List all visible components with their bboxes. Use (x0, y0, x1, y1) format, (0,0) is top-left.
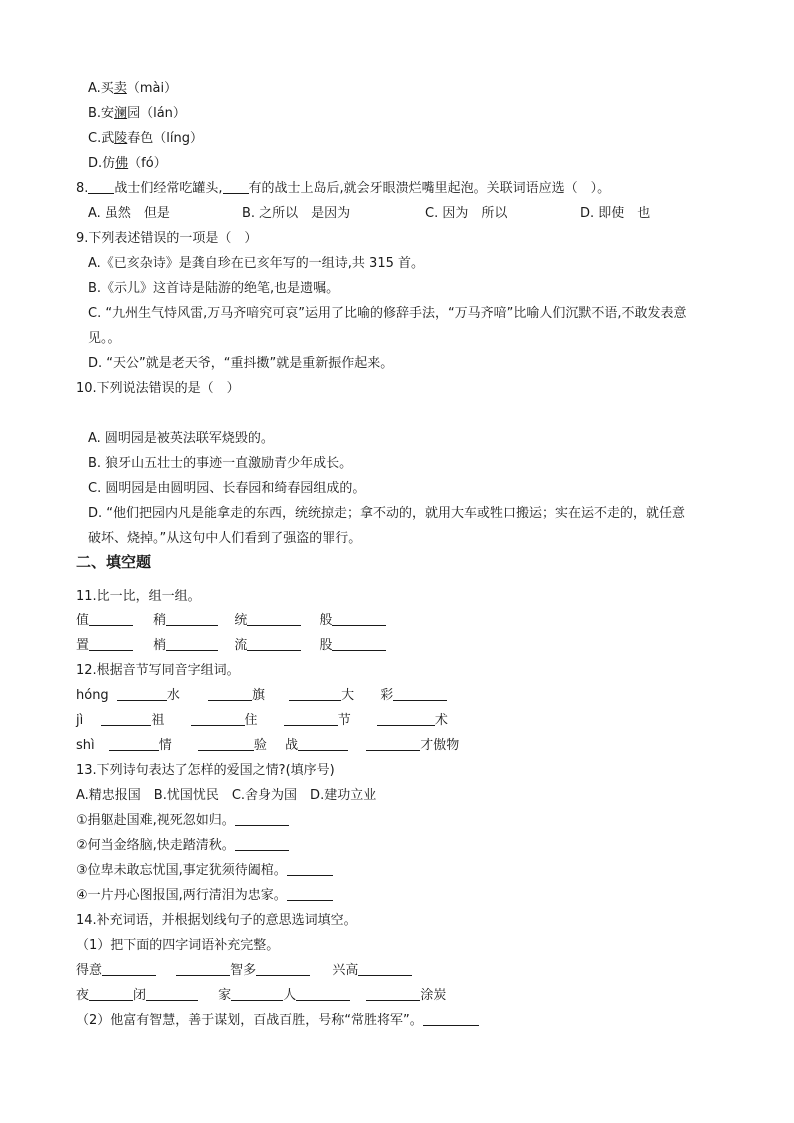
q8-option-d (580, 205, 650, 223)
q12-row-shi (76, 737, 459, 755)
q14-subquestion-1: （1）把下面的四字词语补充完整。 (76, 938, 280, 953)
text-fragment: 8. (76, 181, 89, 196)
answer-blank (296, 987, 350, 1001)
q10-option-d-line2: 破坏、烧掉。”从这句中人们看到了强盗的罪行。 (88, 531, 362, 546)
text-fragment: 祖 (151, 713, 165, 728)
q9-option-d: D. “天公”就是老天爷，“重抖擞”就是重新振作起来。 (88, 356, 394, 371)
answer-blank (247, 612, 301, 626)
q9-option-c-line2: 见。。 (88, 331, 121, 346)
q12-stem: 12.根据音节写同音字组词。 (76, 663, 240, 678)
text-fragment: 验 (253, 738, 267, 753)
text-fragment: （mài） (126, 81, 178, 96)
answer-blank (88, 180, 114, 194)
answer-blank (358, 962, 412, 976)
answer-blank (393, 687, 447, 701)
q13-line-4 (76, 887, 333, 905)
text-fragment: ②何当金络脑,快走踏清秋。 (76, 838, 235, 853)
text-fragment: 股 (319, 638, 333, 653)
text-fragment: 得意 (76, 963, 103, 978)
text-fragment: 园（lán） (127, 106, 186, 121)
answer-blank (102, 962, 156, 976)
text-fragment: 兴高 (332, 963, 359, 978)
text-fragment: 大 (341, 688, 355, 703)
text-fragment: 置 (76, 638, 90, 653)
answer-blank (166, 612, 218, 626)
answer-blank (366, 737, 420, 751)
section-title: 二、填空题 (76, 553, 152, 571)
text-fragment: A. 虽然 但是 (88, 206, 170, 221)
text-fragment: 值 (76, 613, 90, 628)
answer-blank (89, 612, 133, 626)
text-fragment: hóng (76, 688, 109, 703)
q13-line-1 (76, 812, 289, 830)
q13-line-2 (76, 837, 289, 855)
text-fragment: 人 (283, 988, 297, 1003)
text-fragment: jì (76, 713, 84, 728)
answer-blank (191, 712, 245, 726)
answer-blank (332, 637, 386, 651)
text-fragment: C. 因为 所以 (425, 206, 508, 221)
answer-blank (235, 837, 289, 851)
q8-option-a (88, 205, 170, 223)
text-fragment: 水 (166, 688, 180, 703)
text-fragment: 梢 (153, 638, 167, 653)
text-fragment: 术 (434, 713, 448, 728)
q9-option-a: A.《已亥杂诗》是龚自珍在已亥年写的一组诗,共 315 首。 (88, 256, 425, 271)
q12-row-hong (76, 687, 447, 705)
text-fragment: 夜 (76, 988, 90, 1003)
text-fragment: 统 (234, 613, 248, 628)
q8-option-c (425, 205, 507, 223)
answer-blank (89, 987, 133, 1001)
answer-blank (223, 180, 249, 194)
text-fragment: D.仿 (88, 156, 116, 171)
answer-blank (101, 712, 151, 726)
text-fragment: 春色（líng） (127, 131, 203, 146)
text-fragment: ④一片丹心图报国,两行清泪为忠家。 (76, 888, 287, 903)
answer-blank (284, 712, 338, 726)
q10-option-a: A. 圆明园是被英法联军烧毁的。 (88, 431, 274, 446)
text-fragment: 涂炭 (420, 988, 447, 1003)
q13-options: A.精忠报国 B.忧国忧民 C.舍身为国 D.建功立业 (76, 788, 377, 803)
text-fragment: D. 即使 也 (580, 206, 651, 221)
answer-blank (289, 687, 341, 701)
text-fragment: B. 之所以 是因为 (242, 206, 351, 221)
q11-row-2 (76, 637, 386, 655)
answer-blank (287, 887, 333, 901)
answer-blank (208, 687, 252, 701)
text-fragment: 才傲物 (420, 738, 460, 753)
answer-blank (198, 737, 254, 751)
text-fragment: 流 (234, 638, 248, 653)
text-fragment: 佛 (115, 156, 129, 171)
q9-option-b: B.《示儿》这首诗是陆游的绝笔,也是遗嘱。 (88, 281, 340, 296)
text-fragment: 智多 (230, 963, 257, 978)
text-fragment: 彩 (380, 688, 394, 703)
text-fragment: shì (76, 738, 95, 753)
text-fragment: 战士们经常吃罐头, (114, 181, 223, 196)
answer-blank (231, 987, 283, 1001)
answer-blank (89, 637, 133, 651)
q12-row-ji (76, 712, 448, 730)
text-fragment: C.武 (88, 131, 115, 146)
text-fragment: 情 (158, 738, 172, 753)
q10-option-d-line1: D. “他们把园内凡是能拿走的东西，统统掠走；拿不动的，就用大车或牲口搬运；实在运不走的，就任意 (88, 506, 686, 521)
q7-option-c (88, 130, 203, 148)
text-fragment: 卖 (113, 81, 127, 96)
text-fragment: 稍 (153, 613, 167, 628)
text-fragment: B.安 (88, 106, 115, 121)
text-fragment: 战 (285, 738, 299, 753)
q11-row-1 (76, 612, 386, 630)
q14-subquestion-2 (76, 1012, 479, 1030)
answer-blank (256, 962, 310, 976)
answer-blank (423, 1012, 479, 1026)
answer-blank (332, 612, 386, 626)
q8-stem (76, 180, 610, 198)
answer-blank (377, 712, 435, 726)
text-fragment: 有的战士上岛后,就会牙眼溃烂嘴里起泡。关联词语应选（ ）。 (248, 181, 611, 196)
text-fragment: 住 (244, 713, 258, 728)
text-fragment: 澜 (114, 106, 128, 121)
q9-option-c-line1: C. “九州生气恃风雷,万马齐喑究可哀”运用了比喻的修辞手法，“万马齐喑”比喻人们沉默不语,不敢发表意 (88, 306, 687, 321)
q9-stem: 9.下列表述错误的一项是（ ） (76, 231, 258, 246)
text-fragment: 般 (319, 613, 333, 628)
answer-blank (166, 637, 218, 651)
answer-blank (366, 987, 420, 1001)
text-fragment: 陵 (114, 131, 128, 146)
text-fragment: 家 (218, 988, 232, 1003)
q7-option-d (88, 155, 167, 173)
q10-stem: 10.下列说法错误的是（ ） (76, 381, 240, 396)
q7-option-b (88, 105, 186, 123)
q14-row-1 (76, 962, 412, 980)
q10-option-c: C. 圆明园是由圆明园、长春园和绮春园组成的。 (88, 481, 366, 496)
q14-stem: 14.补充词语，并根据划线句子的意思选词填空。 (76, 913, 357, 928)
text-fragment: 节 (337, 713, 351, 728)
q13-stem: 13.下列诗句表达了怎样的爱国之情?(填序号) (76, 763, 335, 778)
q11-stem: 11.比一比，组一组。 (76, 589, 201, 604)
answer-blank (117, 687, 167, 701)
answer-blank (109, 737, 159, 751)
text-fragment: ③位卑未敢忘忧国,事定犹须待阖棺。 (76, 863, 287, 878)
q7-option-a (88, 80, 177, 98)
q10-option-b: B. 狼牙山五壮士的事迹一直激励青少年成长。 (88, 456, 353, 471)
answer-blank (176, 962, 230, 976)
answer-blank (298, 737, 348, 751)
q13-line-3 (76, 862, 333, 880)
text-fragment: 闭 (133, 988, 147, 1003)
text-fragment: ①捐躯赴国难,视死忽如归。 (76, 813, 235, 828)
q14-row-2 (76, 987, 446, 1005)
answer-blank (287, 862, 333, 876)
text-fragment: A.买 (88, 81, 114, 96)
text-fragment: 旗 (251, 688, 265, 703)
text-fragment: （fó） (128, 156, 167, 171)
answer-blank (146, 987, 198, 1001)
q8-option-b (242, 205, 350, 223)
answer-blank (247, 637, 301, 651)
text-fragment: （2）他富有智慧，善于谋划，百战百胜，号称“常胜将军”。 (76, 1013, 423, 1028)
answer-blank (235, 812, 289, 826)
